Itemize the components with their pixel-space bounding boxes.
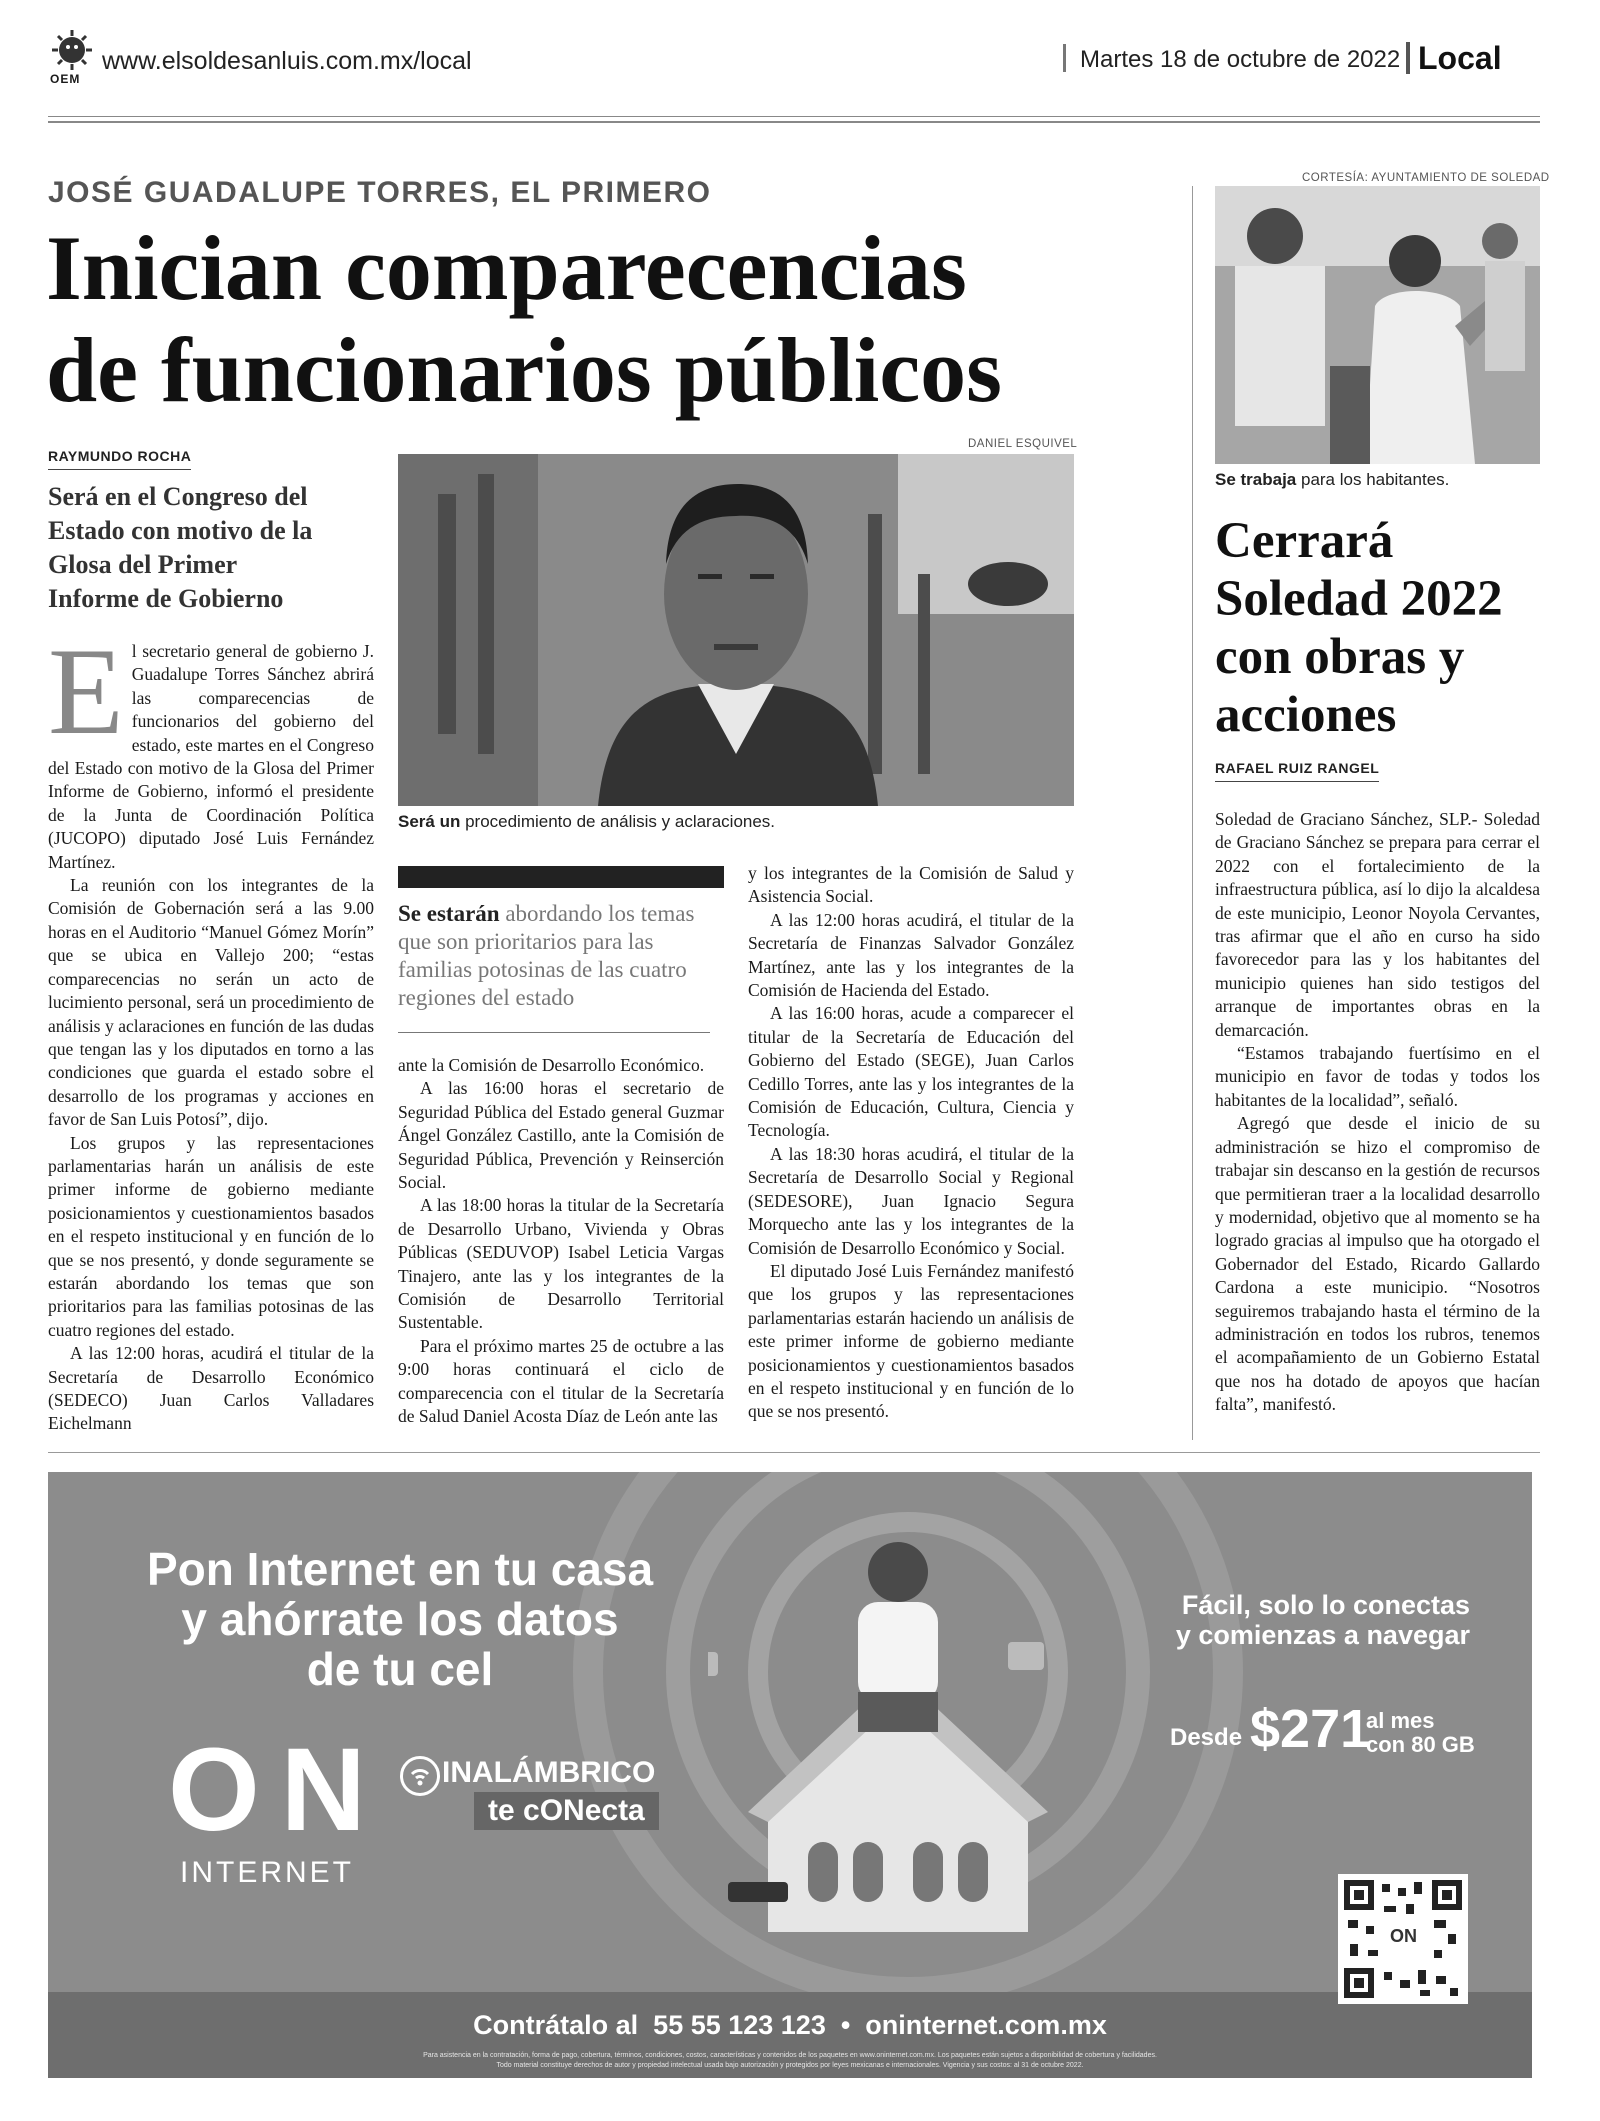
date-divider xyxy=(1063,44,1066,72)
portrait-image xyxy=(398,454,1074,806)
drop-cap: E xyxy=(48,623,124,760)
ad-headline-1: Pon Internet en tu casa xyxy=(146,1543,654,1595)
tagline xyxy=(1110,1590,1470,1621)
caption-text: procedimiento de análisis y aclaraciones. xyxy=(460,812,776,831)
badge-line-1: INALÁMBRICO xyxy=(442,1756,656,1789)
column-2 xyxy=(398,1054,724,1429)
paragraph: Para el próximo martes 25 de octubre a las 9:00 horas continuará el ciclo de comparecencia con el titular de la Secretaría de Salud Daniel Acosta Díaz de León ante las xyxy=(398,1335,724,1427)
tagline-line-2: y comienzas a navegar xyxy=(1175,1620,1470,1650)
paragraph: Soledad de Graciano Sánchez, SLP.- Soledad de Graciano Sánchez se prepara para cerrar el 2022 con el fortalecimiento de la infraestructura pública, así lo dijo la alcaldesa de este municipio, Leonor Noyola Cervantes, tras afirmar que el año en curso ha sido favorecedor para las y los habitantes del municipio quienes han sido testigos del arranque de importantes obras en la demarcación. xyxy=(1215,809,1540,1040)
side-photo-caption xyxy=(1215,470,1449,490)
side-caption-text: para los habitantes. xyxy=(1296,470,1450,489)
paragraph: A las 18:30 horas acudirá, el titular de la Secretaría de Desarrollo Social y Regional (SEDESORE), Juan Ignacio Segura Morquecho ante las y los integrantes de la Comisión de Desarrollo Económico y Social. xyxy=(748,1143,1074,1258)
photo-credit: DANIEL ESQUIVEL xyxy=(968,438,1078,450)
price-prefix: Desde xyxy=(1170,1724,1243,1751)
side-photo-credit: CORTESÍA: AYUNTAMIENTO DE SOLEDAD xyxy=(1302,172,1550,184)
paragraph: El diputado José Luis Fernández manifestó que los grupos y las representaciones parlamentarias estarán haciendo un análisis de este primer informe de gobierno mediante posicionamientos y cuestionamientos basados en el respeto institucional y en función de lo que se nos presentó. xyxy=(748,1260,1074,1422)
paragraph: A las 12:00 horas, acudirá el titular de la Secretaría de Desarrollo Económico (SEDECO) Juan Carlos Valladares Eichelmann xyxy=(48,1343,374,1434)
side-photo xyxy=(1215,186,1540,464)
paragraph: La reunión con los integrantes de la Comisión de Gobernación será a las 9.00 horas en el Auditorio “Manuel Gómez Morín” que se ubica en Vallejo 200; “estas comparecencias no serán un acto de lucimiento personal, será un procedimiento de análisis y aclaraciones en función de las dudas que tengan las y los diputados en torno a las condiciones que guarda el estado sobre el desarrollo de los programas y acciones en favor de San Luis Potosí”, dijo. xyxy=(48,875,374,1130)
byline: RAYMUNDO ROCHA xyxy=(48,448,191,470)
paragraph: ante la Comisión de Desarrollo Económico. xyxy=(398,1055,705,1075)
photo-caption xyxy=(398,812,775,832)
header-rule xyxy=(48,116,1540,117)
ad-cta[interactable]: Contrátalo al 55 55 123 123 • oninternet.com.mx xyxy=(473,2010,1107,2040)
section-name: Local xyxy=(1418,40,1502,76)
price-suffix-2: con 80 GB xyxy=(1366,1732,1475,1757)
paragraph: A las 16:00 horas el secretario de Seguridad Pública del Estado general Guzmar Ángel González Castillo, ante la Comisión de Seguridad Pública, Prevención y Reinserción Social. xyxy=(398,1078,724,1193)
pullquote-bar xyxy=(398,866,724,888)
pullquote-rule xyxy=(398,1032,710,1033)
paragraph: A las 12:00 horas acudirá, el titular de la Secretaría de Finanzas Salvador González Martínez, ante las y los integrantes de la Comisión de Hacienda del Estado. xyxy=(748,909,1074,1001)
side-byline-wrapper xyxy=(1215,760,1379,782)
byline-wrapper xyxy=(48,448,191,470)
pullquote-bold: Se estarán xyxy=(398,901,500,926)
paragraph: Los grupos y las representaciones parlamentarias harán un análisis de este primer informe de gobierno mediante posicionamientos y cuestionamientos basados en el respeto institucional y en función de lo que se nos presentó, y donde seguramente se estarán abordando los temas que son prioritarios para las familias potosinas de las cuatro regiones del estado. xyxy=(48,1132,374,1340)
price-suffix-1: al mes xyxy=(1366,1708,1435,1733)
caption-bold: Será un xyxy=(398,812,461,831)
header-rule-2 xyxy=(48,121,1540,123)
pullquote-text: abordando los temas que son prioritarios para las familias potosinas de las cuatro regiones del estado xyxy=(398,901,695,1010)
wifi-icon xyxy=(400,1756,440,1796)
pullquote xyxy=(398,900,710,1012)
section-divider xyxy=(1406,42,1410,74)
logo-text: OEM xyxy=(50,72,81,86)
crowd-image xyxy=(1215,186,1540,464)
side-byline: RAFAEL RUIZ RANGEL xyxy=(1215,760,1379,782)
ad-fineprint-2: Todo material constituye derechos de autor y propiedad intelectual usada bajo autorización y protegidos por leyes mexicanas e internacionales. Vigencia y sus costos: al 31 de octubre 2022. xyxy=(496,2062,1084,2069)
column-3 xyxy=(748,862,1074,1424)
tagline-bold: Fácil, xyxy=(1181,1590,1251,1620)
ad-top-rule xyxy=(48,1452,1540,1453)
price: $271 xyxy=(1250,1699,1371,1759)
side-headline: Cerrará Soledad 2022 con obras y acciones xyxy=(1215,513,1503,743)
tagline-text: solo lo conectas xyxy=(1250,1590,1470,1620)
badge-line-2: te cONecta xyxy=(474,1792,659,1830)
paragraph: A las 18:00 horas la titular de la Secretaría de Desarrollo Urbano, Vivienda y Obras Públicas (SEDUVOP) Isabel Leticia Vargas Tinajero, ante las y los integrantes de la Comisión de Desarrollo Territorial Sustentable. xyxy=(398,1195,724,1333)
article-kicker: JOSÉ GUADALUPE TORRES, EL PRIMERO xyxy=(48,176,712,209)
headline-line-1: Inician comparecencias xyxy=(46,217,967,319)
column-1 xyxy=(48,623,374,1436)
internet-ad[interactable] xyxy=(48,1472,1532,2078)
paragraph: A las 16:00 horas, acude a comparecer el titular de la Secretaría de Educación del Gobierno del Estado (SEGE), Juan Carlos Cedillo Torres, ante las y los integrantes de la Comisión de Educación, Cultura, Ciencia y Tecnología. xyxy=(748,1003,1074,1141)
issue-date: Martes 18 de octubre de 2022 xyxy=(1080,46,1401,73)
ad-headline-2: y ahórrate los datos xyxy=(181,1593,619,1645)
paragraph: Agregó que desde el inicio de su administración se hizo el compromiso de trabajar sin descanso en la gestión de recursos que permitieran traer a la localidad desarrollo y modernidad, objetivo que al momento se ha logrado gracias al impulso que ha otorgado el Gobernador del Estado, Ricardo Gallardo Cardona a este municipio. “Nosotros seguiremos trabajando hasta el término de la administración en todos los rubros, tenemos el acompañamiento de un Gobierno Estatal que nos ha dotado de apoyos que hacían falta”, manifestó. xyxy=(1215,1113,1540,1415)
side-column xyxy=(1215,808,1540,1417)
site-url[interactable]: www.elsoldesanluis.com.mx/local xyxy=(102,47,472,75)
paragraph: “Estamos trabajando fuertísimo en el municipio en favor de todas y todos los habitantes de la localidad”, señaló. xyxy=(1215,1043,1540,1110)
on-logo: O N xyxy=(168,1724,360,1856)
side-caption-bold: Se trabaja xyxy=(1215,470,1297,489)
ad-headline-3: de tu cel xyxy=(306,1643,494,1695)
ad-fineprint-1: Para asistencia en la contratación, forma de pago, cobertura, términos, condiciones, costos, características y contenidos de los paquetes en www.oninternet.com.mx. Los paquetes están sujetos a disponibilidad de cobertura y facilidades. xyxy=(423,2052,1157,2059)
headline-line-2: de funcionarios públicos xyxy=(46,319,1002,421)
lead-paragraph: l secretario general de gobierno J. Guadalupe Torres Sánchez abrirá las comparecencias de funcionarios del gobierno del estado, este martes en el Congreso del Estado con motivo de la Glosa del Primer Informe de Gobierno, informó el presidente de la Junta de Coordinación Política (JUCOPO) diputado José Luis Fernández Martínez. xyxy=(48,641,374,872)
house-illustration xyxy=(708,1532,1088,1952)
qr-label: ON xyxy=(1390,1926,1417,1946)
paragraph: y los integrantes de la Comisión de Salud y Asistencia Social. xyxy=(748,863,1074,907)
main-photo xyxy=(398,454,1074,806)
subhead: Será en el Congreso del Estado con motivo de la Glosa del Primer Informe de Gobierno xyxy=(48,482,313,613)
qr-code[interactable] xyxy=(1338,1874,1468,2004)
on-logo-word: INTERNET xyxy=(180,1856,354,1889)
column-divider xyxy=(1192,186,1193,1440)
